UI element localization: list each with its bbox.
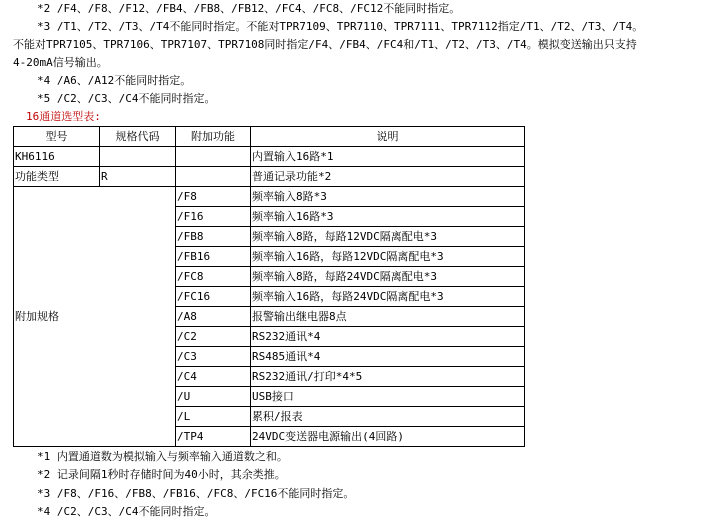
addon-code-cell: /L — [176, 407, 251, 427]
footnote-2: *2 记录间隔1秒时存储时间为40小时，其余类推。 — [37, 468, 286, 481]
intro-note-3: 不能对TPR7105、TPR7106、TPR7107、TPR7108同时指定/F4、/FB4、/FC4和/T1、/T2、/T3、/T4。模拟变送输出只支持 — [13, 38, 637, 51]
footnote-3: *3 /F8、/F16、/FB8、/FB16、/FC8、/FC16不能同时指定。 — [37, 487, 355, 500]
intro-note-4: 4-20mA信号输出。 — [13, 56, 108, 69]
addon-desc-cell: 频率输入16路*3 — [251, 207, 525, 227]
addon-desc-cell: 频率输入8路，每路12VDC隔离配电*3 — [251, 227, 525, 247]
footnote-4: *4 /C2、/C3、/C4不能同时指定。 — [37, 505, 216, 518]
header-addon: 附加功能 — [176, 127, 251, 147]
addon-code-cell: /FC8 — [176, 267, 251, 287]
addon-code-cell: /A8 — [176, 307, 251, 327]
addon-desc-cell: RS232通讯*4 — [251, 327, 525, 347]
table-row — [14, 187, 525, 207]
addon-code-cell: /C3 — [176, 347, 251, 367]
addon-desc-cell: 频率输入8路，每路24VDC隔离配电*3 — [251, 267, 525, 287]
model-selection-table — [13, 126, 525, 447]
model-cell: KH6116 — [14, 147, 100, 167]
addon-code-cell: /U — [176, 387, 251, 407]
model-addon-cell — [176, 147, 251, 167]
header-model: 型号 — [14, 127, 100, 147]
addon-spec-label: 附加规格 — [14, 187, 176, 447]
header-description: 说明 — [251, 127, 525, 147]
addon-desc-cell: 频率输入16路，每路12VDC隔离配电*3 — [251, 247, 525, 267]
section-title: 16通道选型表: — [26, 110, 101, 123]
function-desc-cell: 普通记录功能*2 — [251, 167, 525, 187]
addon-code-cell: /FC16 — [176, 287, 251, 307]
intro-note-6: *5 /C2、/C3、/C4不能同时指定。 — [37, 92, 216, 105]
addon-desc-cell: 累积/报表 — [251, 407, 525, 427]
addon-desc-cell: 频率输入8路*3 — [251, 187, 525, 207]
header-spec-code: 规格代码 — [100, 127, 176, 147]
function-addon-cell — [176, 167, 251, 187]
addon-desc-cell: RS485通讯*4 — [251, 347, 525, 367]
addon-code-cell: /F16 — [176, 207, 251, 227]
addon-desc-cell: 频率输入16路，每路24VDC隔离配电*3 — [251, 287, 525, 307]
addon-code-cell: /FB8 — [176, 227, 251, 247]
addon-code-cell: /TP4 — [176, 427, 251, 447]
addon-code-cell: /FB16 — [176, 247, 251, 267]
addon-code-cell: /C4 — [176, 367, 251, 387]
table-row — [14, 147, 525, 167]
intro-note-1: *2 /F4、/F8、/F12、/FB4、/FB8、/FB12、/FC4、/FC8、/FC12不能同时指定。 — [37, 2, 461, 15]
addon-code-cell: /C2 — [176, 327, 251, 347]
model-code-cell — [100, 147, 176, 167]
function-type-cell: 功能类型 — [14, 167, 100, 187]
footnote-1: *1 内置通道数为模拟输入与频率输入通道数之和。 — [37, 450, 288, 463]
model-desc-cell: 内置输入16路*1 — [251, 147, 525, 167]
addon-code-cell: /F8 — [176, 187, 251, 207]
table-row — [14, 167, 525, 187]
addon-desc-cell: 报警输出继电器8点 — [251, 307, 525, 327]
function-code-cell: R — [100, 167, 176, 187]
addon-desc-cell: USB接口 — [251, 387, 525, 407]
intro-note-2: *3 /T1、/T2、/T3、/T4不能同时指定。不能对TPR7109、TPR7110、TPR7111、TPR7112指定/T1、/T2、/T3、/T4。 — [37, 20, 644, 33]
intro-note-5: *4 /A6、/A12不能同时指定。 — [37, 74, 192, 87]
addon-desc-cell: 24VDC变送器电源输出(4回路) — [251, 427, 525, 447]
addon-desc-cell: RS232通讯/打印*4*5 — [251, 367, 525, 387]
table-header-row — [14, 127, 525, 147]
